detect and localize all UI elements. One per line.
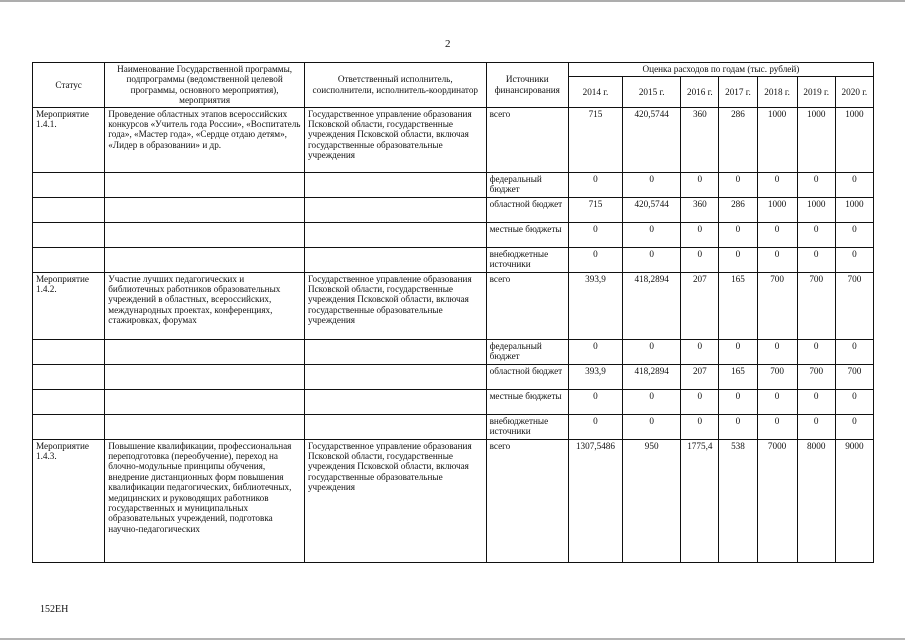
value-cell: 0 [568,222,622,247]
source-cell: федеральный бюджет [486,339,568,364]
source-cell: внебюджетные источники [486,247,568,272]
value-cell: 0 [568,172,622,197]
header-year: 2019 г. [797,76,835,107]
name-cell [105,339,305,364]
value-cell: 0 [835,222,873,247]
value-cell: 700 [757,364,797,389]
source-cell: местные бюджеты [486,389,568,414]
source-cell: всего [486,439,568,562]
value-cell: 0 [757,389,797,414]
header-year: 2018 г. [757,76,797,107]
value-cell: 0 [835,414,873,439]
status-cell [33,172,105,197]
name-cell [105,172,305,197]
table-row [33,222,874,247]
name-cell: Проведение областных этапов всероссийских конкурсов «Учитель года России», «Воспитатель года», «Мастер года», «Сердце отдаю детям», «Лидер в образовании» и др. [105,107,305,172]
value-cell: 0 [623,389,681,414]
header-status: Статус [33,63,105,108]
source-cell: областной бюджет [486,197,568,222]
page-number: 2 [445,38,451,50]
executor-cell [304,364,486,389]
value-cell: 0 [623,222,681,247]
value-cell: 286 [719,107,757,172]
executor-cell: Государственное управление образования Псковской области, государственные учреждения Псковской области, включая государственные образовательные учреждения [304,439,486,562]
source-cell: всего [486,107,568,172]
header-sources: Источники финансирования [486,63,568,108]
value-cell: 393,9 [568,272,622,339]
value-cell: 0 [757,222,797,247]
footer-code: 152ЕН [40,604,69,615]
header-year: 2014 г. [568,76,622,107]
value-cell: 0 [719,389,757,414]
executor-cell [304,414,486,439]
value-cell: 0 [719,414,757,439]
value-cell: 0 [797,339,835,364]
header-year: 2015 г. [623,76,681,107]
value-cell: 0 [797,247,835,272]
header-name: Наименование Государственной программы, подпрограммы (ведомственной целевой программы, основного мероприятия), мероприятия [105,63,305,108]
executor-cell [304,247,486,272]
value-cell: 0 [719,222,757,247]
value-cell: 0 [568,414,622,439]
value-cell: 0 [568,389,622,414]
value-cell: 950 [623,439,681,562]
value-cell: 0 [797,414,835,439]
status-cell: Мероприятие 1.4.3. [33,439,105,562]
value-cell: 9000 [835,439,873,562]
value-cell: 360 [681,107,719,172]
table-row [33,364,874,389]
table-row [33,389,874,414]
table-row [33,272,874,339]
value-cell: 0 [681,339,719,364]
value-cell: 0 [681,172,719,197]
value-cell: 700 [835,272,873,339]
table-row [33,414,874,439]
value-cell: 165 [719,364,757,389]
name-cell: Повышение квалификации, профессиональная переподготовка (переобучение), переход на блочно-модульные принципы обучения, внедрение дистанционных форм повышения квалификации педагогических, библиотечных, медицинских и руководящих работников государственных и муниципальных образовательных учреждений, подготовка научно-педагогических [105,439,305,562]
value-cell: 715 [568,107,622,172]
value-cell: 1000 [757,197,797,222]
value-cell: 0 [623,247,681,272]
name-cell [105,197,305,222]
value-cell: 0 [835,389,873,414]
value-cell: 0 [835,247,873,272]
source-cell: областной бюджет [486,364,568,389]
header-year: 2017 г. [719,76,757,107]
value-cell: 1000 [797,197,835,222]
value-cell: 0 [719,172,757,197]
value-cell: 0 [681,222,719,247]
value-cell: 165 [719,272,757,339]
value-cell: 8000 [797,439,835,562]
status-cell [33,222,105,247]
name-cell [105,364,305,389]
status-cell [33,247,105,272]
status-cell [33,197,105,222]
header-executor: Ответственный исполнитель, соисполнители, исполнитель-координатор [304,63,486,108]
value-cell: 286 [719,197,757,222]
value-cell: 0 [623,172,681,197]
header-estimate: Оценка расходов по годам (тыс. рублей) [568,63,873,77]
value-cell: 0 [797,172,835,197]
status-cell: Мероприятие 1.4.2. [33,272,105,339]
value-cell: 0 [835,172,873,197]
value-cell: 0 [797,222,835,247]
value-cell: 0 [757,247,797,272]
value-cell: 0 [797,389,835,414]
source-cell: внебюджетные источники [486,414,568,439]
value-cell: 0 [757,414,797,439]
value-cell: 0 [757,339,797,364]
value-cell: 7000 [757,439,797,562]
source-cell: федеральный бюджет [486,172,568,197]
executor-cell: Государственное управление образования Псковской области, государственные учреждения Псковской области, включая государственные образовательные учреждения [304,107,486,172]
executor-cell: Государственное управление образования Псковской области, государственные учреждения Псковской области, включая государственные образовательные учреждения [304,272,486,339]
executor-cell [304,222,486,247]
name-cell [105,414,305,439]
value-cell: 538 [719,439,757,562]
value-cell: 0 [719,339,757,364]
value-cell: 0 [835,339,873,364]
value-cell: 0 [719,247,757,272]
expenditure-table [32,62,874,563]
value-cell: 1000 [757,107,797,172]
value-cell: 700 [797,272,835,339]
status-cell [33,389,105,414]
name-cell: Участие лучших педагогических и библиотечных работников образовательных учреждений в областных, всероссийских, международных проектах, конференциях, стажировках, форумах [105,272,305,339]
value-cell: 0 [568,247,622,272]
value-cell: 0 [568,339,622,364]
value-cell: 418,2894 [623,272,681,339]
value-cell: 1775,4 [681,439,719,562]
value-cell: 207 [681,272,719,339]
value-cell: 1000 [797,107,835,172]
source-cell: всего [486,272,568,339]
value-cell: 420,5744 [623,197,681,222]
status-cell [33,364,105,389]
executor-cell [304,389,486,414]
value-cell: 0 [623,414,681,439]
header-year: 2020 г. [835,76,873,107]
value-cell: 393,9 [568,364,622,389]
value-cell: 0 [681,414,719,439]
status-cell [33,414,105,439]
value-cell: 0 [757,172,797,197]
value-cell: 1000 [835,197,873,222]
table-row [33,172,874,197]
value-cell: 1307,5486 [568,439,622,562]
value-cell: 0 [681,389,719,414]
value-cell: 420,5744 [623,107,681,172]
value-cell: 700 [797,364,835,389]
value-cell: 700 [835,364,873,389]
executor-cell [304,172,486,197]
executor-cell [304,339,486,364]
value-cell: 715 [568,197,622,222]
table-row [33,107,874,172]
table-row [33,439,874,562]
executor-cell [304,197,486,222]
scan-edge-top [0,0,905,2]
name-cell [105,222,305,247]
value-cell: 700 [757,272,797,339]
value-cell: 418,2894 [623,364,681,389]
table-row [33,339,874,364]
status-cell: Мероприятие 1.4.1. [33,107,105,172]
name-cell [105,247,305,272]
value-cell: 0 [623,339,681,364]
value-cell: 1000 [835,107,873,172]
source-cell: местные бюджеты [486,222,568,247]
header-year: 2016 г. [681,76,719,107]
name-cell [105,389,305,414]
value-cell: 207 [681,364,719,389]
status-cell [33,339,105,364]
table-row [33,247,874,272]
value-cell: 0 [681,247,719,272]
value-cell: 360 [681,197,719,222]
table-row [33,197,874,222]
